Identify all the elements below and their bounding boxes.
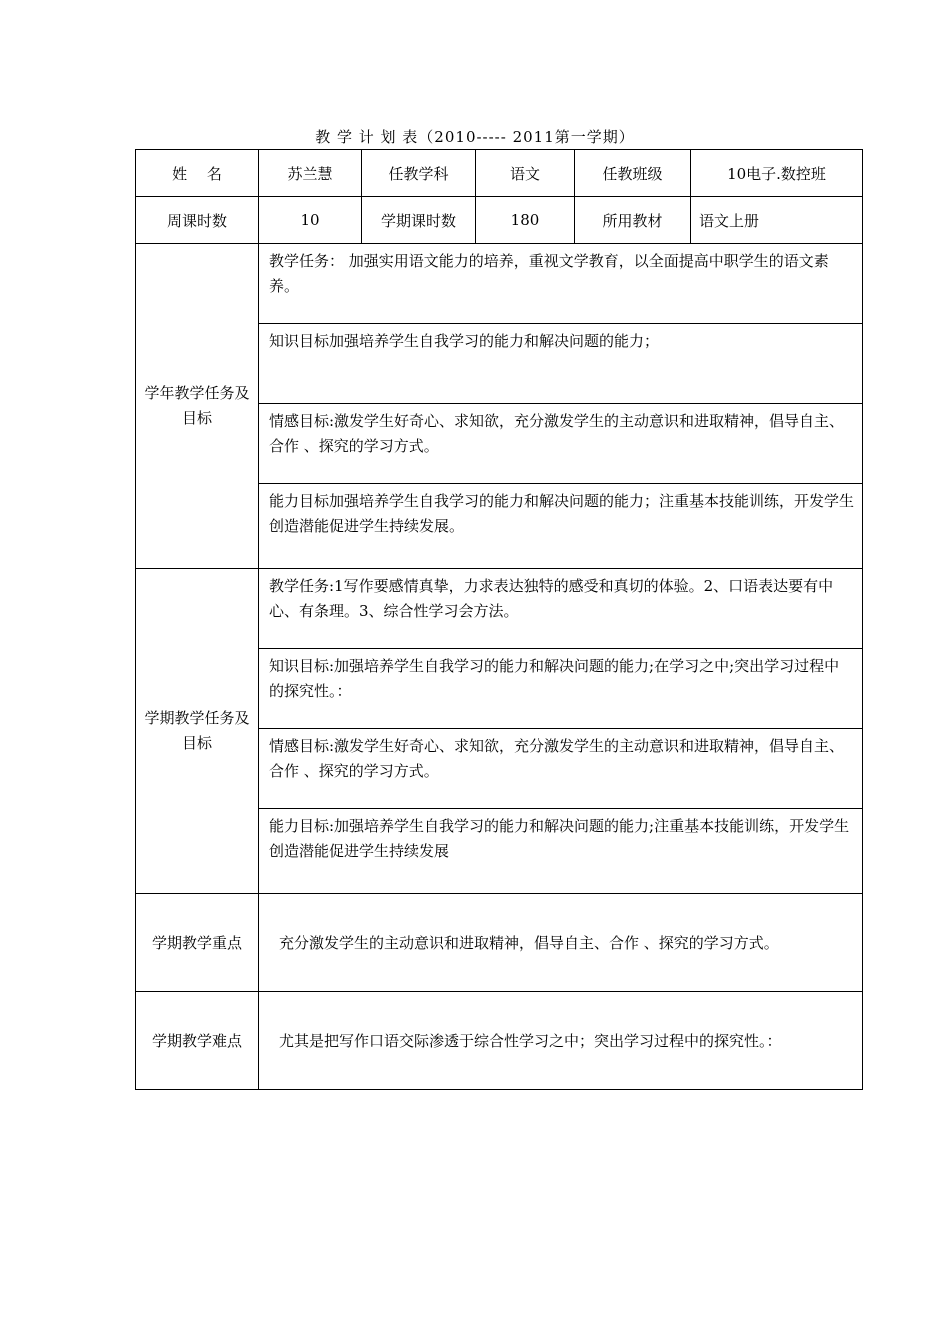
year-knowledge-goal: 知识目标加强培养学生自我学习的能力和解决问题的能力； (259, 324, 863, 404)
teaching-plan-table (135, 149, 863, 1090)
term-hours-label: 学期课时数 (362, 197, 476, 244)
key-points-label: 学期教学重点 (136, 894, 259, 992)
class-value: 10电子.数控班 (691, 150, 863, 197)
term-teaching-task: 教学任务:1写作要感情真挚，力求表达独特的感受和真切的体验。2、口语表达要有中心、有条理。3、综合性学习会方法。 (259, 569, 863, 649)
header-row-2 (136, 197, 863, 244)
document-title: 教 学 计 划 表（2010----- 2011第一学期） (315, 128, 635, 146)
year-emotion-goal: 情感目标:激发学生好奇心、求知欲，充分激发学生的主动意识和进取精神，倡导自主、合作 、探究的学习方式。 (259, 404, 863, 484)
difficulties-row (136, 992, 863, 1090)
year-section-label-text: 学年教学任务及目标 (144, 384, 250, 427)
header-row-1 (136, 150, 863, 197)
term-emotion-goal: 情感目标:激发学生好奇心、求知欲，充分激发学生的主动意识和进取精神，倡导自主、合作 、探究的学习方式。 (259, 729, 863, 809)
weekly-hours-value: 10 (259, 197, 362, 244)
year-teaching-task: 教学任务： 加强实用语文能力的培养，重视文学教育，以全面提高中职学生的语文素养。 (259, 244, 863, 324)
textbook-value: 语文上册 (691, 197, 863, 244)
name-label: 姓 名 (136, 150, 259, 197)
year-ability-goal: 能力目标加强培养学生自我学习的能力和解决问题的能力；注重基本技能训练，开发学生创造潜能促进学生持续发展。 (259, 484, 863, 569)
difficulties-value: 尤其是把写作口语交际渗透于综合性学习之中；突出学习过程中的探究性。： (259, 992, 863, 1090)
textbook-label: 所用教材 (575, 197, 691, 244)
weekly-hours-label: 周课时数 (136, 197, 259, 244)
key-points-row (136, 894, 863, 992)
class-label: 任教班级 (575, 150, 691, 197)
subject-label: 任教学科 (362, 150, 476, 197)
subject-value: 语文 (476, 150, 575, 197)
term-section-label (136, 569, 259, 894)
difficulties-label: 学期教学难点 (136, 992, 259, 1090)
key-points-value: 充分激发学生的主动意识和进取精神，倡导自主、合作 、探究的学习方式。 (259, 894, 863, 992)
term-section-label-text: 学期教学任务及目标 (144, 709, 250, 752)
term-ability-goal: 能力目标:加强培养学生自我学习的能力和解决问题的能力;注重基本技能训练，开发学生创造潜能促进学生持续发展 (259, 809, 863, 894)
year-section-label (136, 244, 259, 569)
term-knowledge-goal: 知识目标:加强培养学生自我学习的能力和解决问题的能力;在学习之中;突出学习过程中的探究性。： (259, 649, 863, 729)
year-row-1 (136, 244, 863, 324)
term-row-1 (136, 569, 863, 649)
term-hours-value: 180 (476, 197, 575, 244)
name-value: 苏兰慧 (259, 150, 362, 197)
